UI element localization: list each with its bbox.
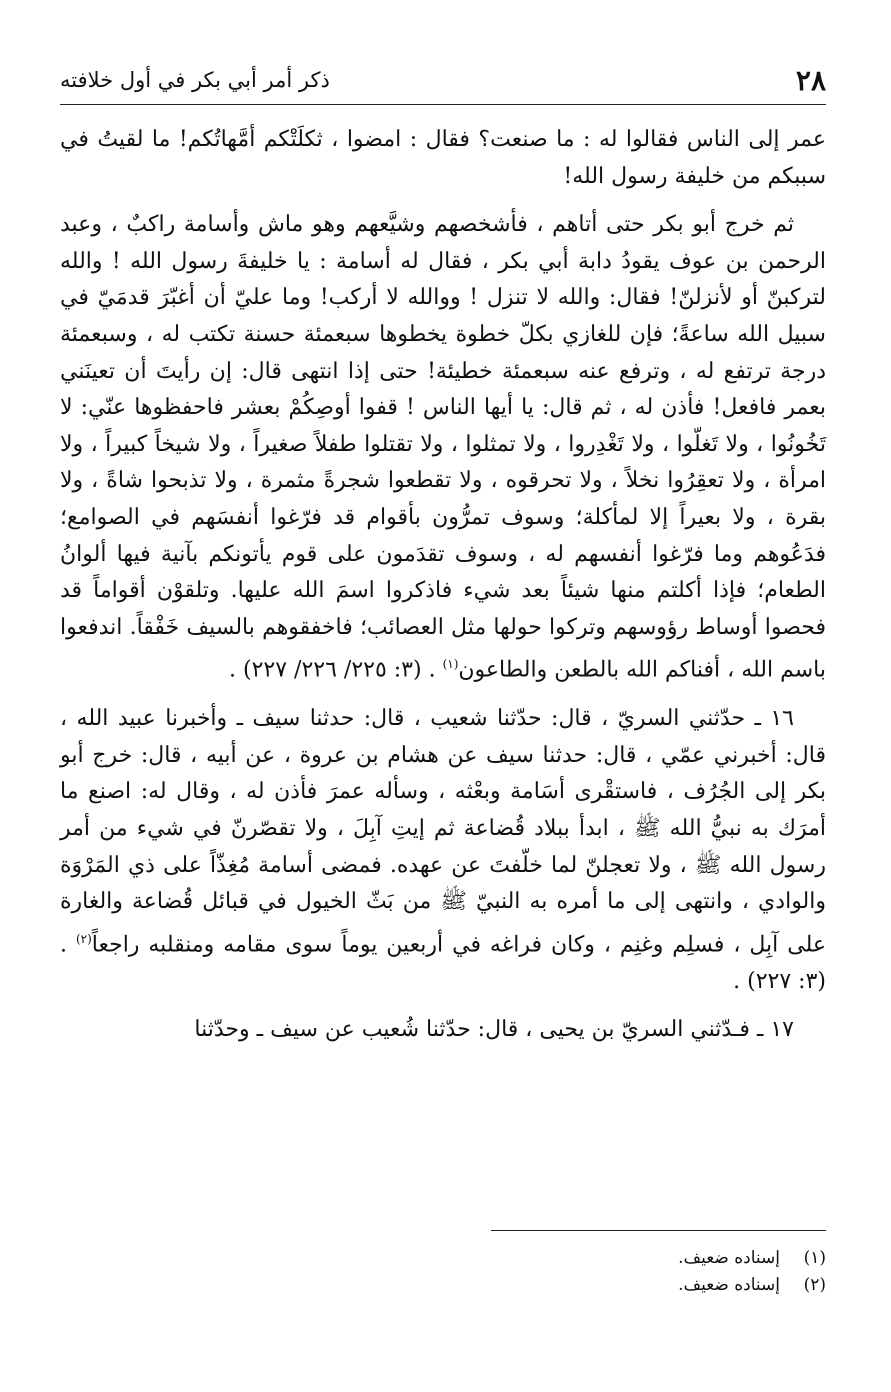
paragraph-2-citation: . (٣: ٢٢٥/ ٢٢٦/ ٢٢٧) . bbox=[229, 657, 443, 683]
header-divider bbox=[60, 104, 826, 105]
footnote-1-text: إسناده ضعيف. bbox=[678, 1248, 780, 1268]
footnote-2 bbox=[326, 1272, 826, 1299]
footnote-1 bbox=[326, 1245, 826, 1272]
paragraph-2 bbox=[60, 207, 826, 689]
paragraph-3-citation: . (٣: ٢٢٧) . bbox=[60, 932, 826, 994]
footnote-ref-1: (١) bbox=[442, 657, 459, 672]
paragraph-1-text: عمر إلى الناس فقالوا له : ما صنعت؟ فقال : امضوا ، ثكلَتْكم أمَّهاتُكم! ما لقيتُ في سببكم من خليفة رسول الله! bbox=[60, 127, 826, 189]
paragraph-2-text: ثم خرج أبو بكر حتى أتاهم ، فأشخصهم وشيَّعهم وهو ماش وأسامة راكبٌ ، وعبد الرحمن بن عوف يقودُ دابة أبي بكر ، فقال له أسامة : يا خليفةَ رسول الله ! والله لتركبنّ أو لأنزلنّ! فقال: والله لا تنزل ! ووالله لا أركب! وما عليّ أن أغبّرَ قدمَيّ في سبيل الله ساعةً؛ فإن للغازي بكلّ خطوة يخطوها سبعمئة حسنة تكتب له ، وسبعمئة درجة ترتفع له ، وترفع عنه سبعمئة خطيئة! حتى إذا انتهى قال: إن رأيتَ أن تعينَني بعمر فافعل! فأذن له ، ثم قال: يا أيها الناس ! قفوا أوصِكُمْ بعشر فاحفظوها عنّي: لا تَخُونُوا ، ولا تَغلّوا ، ولا تَغْدِروا ، ولا تمثلوا ، ولا تقتلوا طفلاً صغيراً ، ولا شيخاً كبيراً ، ولا امرأة ، ولا تعقِرُوا نخلاً ، ولا تحرقوه ، ولا تقطعوا شجرةً مثمرة ، ولا تذبحوا شاةً ، ولا بقرة ، ولا بعيراً إلا لمأكلة؛ وسوف تمرُّون بأقوام قد فرّغوا أنفسَهم في الصوامع؛ فدَعُوهم وما فرّغوا أنفسهم له ، وسوف تقدَمون على قوم يأتونكم بآنية فيها ألوانُ الطعام؛ فإذا أكلتم منها شيئاً بعد شيء فاذكروا اسمَ الله عليها. وتلقوْن أقواماً قد فحصوا أوساط رؤوسهم وتركوا حولها مثل العصائب؛ فاخفقوهم بالسيف خَفْقاً. اندفعوا باسم الله ، أفناكم الله بالطعن والطاعون bbox=[60, 212, 826, 683]
footnote-ref-2: (٢) bbox=[75, 931, 92, 946]
paragraph-3-text: ١٦ ـ حدّثني السريّ ، قال: حدّثنا شعيب ، قال: حدثنا سيف ـ وأخبرنا عبيد الله ، قال: أخبرني عمّي ، قال: حدثنا سيف عن هشام بن عروة ، عن أبيه ، قال: خرج أبو بكر إلى الجُرُف ، فاستقْرى أسَامة وبعْثه ، وسأله عمرَ فأذن له ، وقال له: اصنع ما أمرَك به نبيُّ الله ﷺ ، ابدأ ببلاد قُضاعة ثم إيتِ آبِلَ ، ولا تقصّرنّ في شيء من أمر رسول الله ﷺ ، ولا تعجلنّ لما خلّفتَ عن عهده. فمضى أسامة مُغِذّاً على ذي المَرْوَة والوادي ، وانتهى إلى ما أمره به النبيّ ﷺ من بَثّ الخيول في قبائل قُضاعة والغارة على آبِل ، فسلِم وغنِم ، وكان فراغه في أربعين يوماً سوى مقامه ومنقلبه راجعاً bbox=[60, 706, 826, 958]
footnote-divider bbox=[491, 1230, 826, 1231]
footnotes bbox=[326, 1245, 826, 1299]
page-number: ٢٨ bbox=[795, 64, 826, 97]
footnote-2-text: إسناده ضعيف. bbox=[678, 1275, 780, 1295]
page-header bbox=[60, 62, 826, 102]
paragraph-4-text: ١٧ ـ فـ‍دّثني السريّ بن يحيى ، قال: حدّثنا شُعيب عن سيف ـ وحدّثنا bbox=[194, 1017, 794, 1043]
paragraph-1 bbox=[60, 122, 826, 195]
running-title: ذكر أمر أبي بكر في أول خلافته bbox=[60, 68, 330, 92]
paragraph-3 bbox=[60, 701, 826, 1000]
footnote-2-number: (٢) bbox=[803, 1275, 826, 1295]
paragraph-4 bbox=[60, 1012, 826, 1049]
main-text bbox=[60, 122, 826, 1049]
footnote-1-number: (١) bbox=[803, 1248, 826, 1268]
